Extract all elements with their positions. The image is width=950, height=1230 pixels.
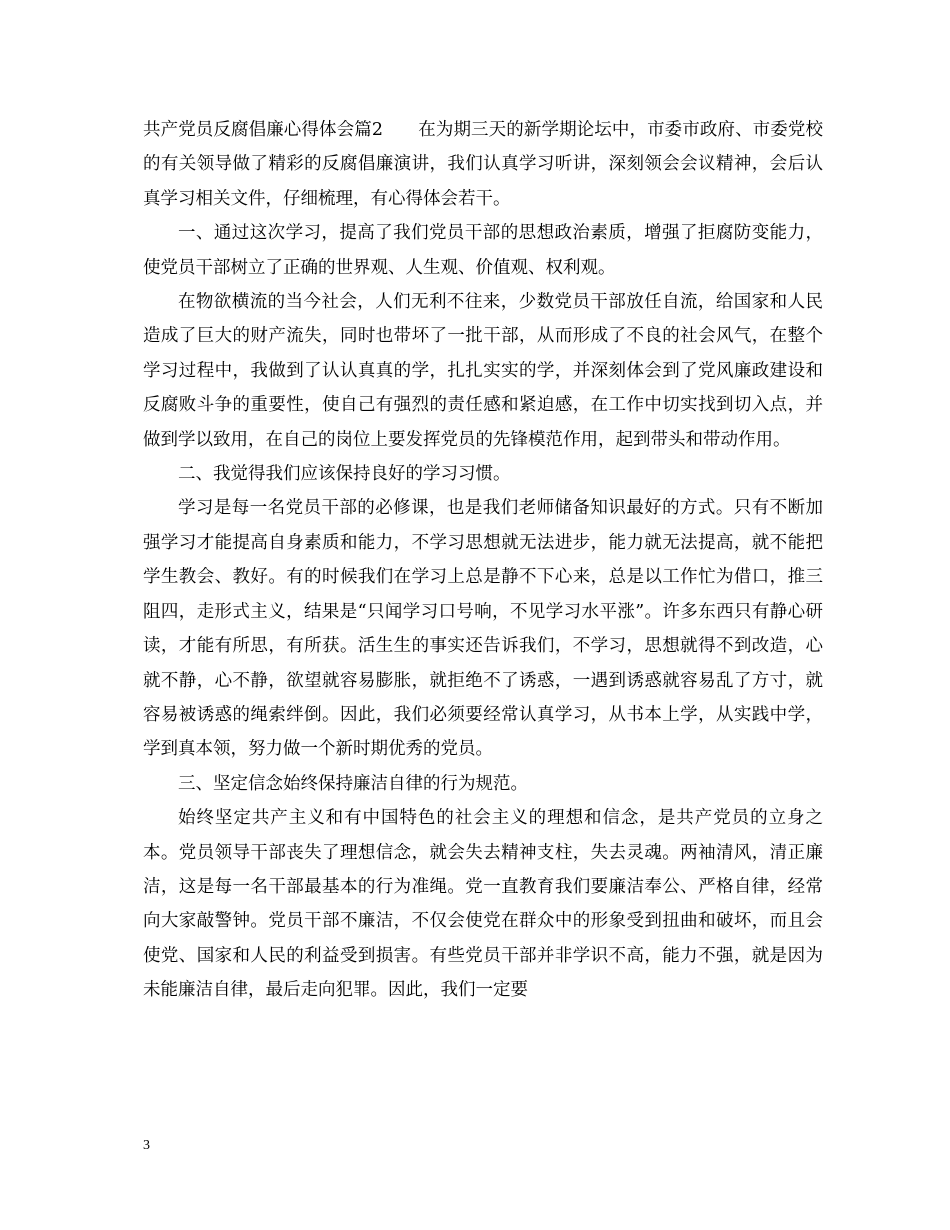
paragraph-point-one-detail: 在物欲横流的当今社会，人们无利不往来，少数党员干部放任自流，给国家和人民造成了巨大的财产流失，同时也带坏了一批干部，从而形成了不良的社会风气，在整个学习过程中，我做到了认认真真的学，扎扎实实的学，并深刻体会到了党风廉政建设和反腐败斗争的重要性，使自己有强烈的责任感和紧迫感，在工作中切实找到切入点，并做到学以致用，在自己的岗位上要发挥党员的先锋模范作用，起到带头和带动作用。 bbox=[143, 292, 823, 450]
paragraph-point-three: 三、坚定信念始终保持廉洁自律的行为规范。 bbox=[178, 773, 528, 794]
paragraph-point-two: 二、我觉得我们应该保持良好的学习习惯。 bbox=[178, 464, 511, 485]
page-number: 3 bbox=[143, 1138, 150, 1153]
paragraph-point-three-detail: 始终坚定共产主义和有中国特色的社会主义的理想和信念，是共产党员的立身之本。党员领导干部丧失了理想信念，就会失去精神支柱，失去灵魂。两袖清风，清正廉洁，这是每一名干部最基本的行为准绳。党一直教育我们要廉洁奉公、严格自律，经常向大家敲警钟。党员干部不廉洁，不仅会使党在群众中的形象受到扭曲和破坏，而且会使党、国家和人民的利益受到损害。有些党员干部并非学识不高，能力不强，就是因为未能廉洁自律，最后走向犯罪。因此，我们一定要 bbox=[143, 808, 823, 1001]
paragraph-point-two-detail: 学习是每一名党员干部的必修课，也是我们老师储备知识最好的方式。只有不断加强学习才能提高自身素质和能力，不学习思想就无法进步，能力就无法提高，就不能把学生教会、教好。有的时候我们在学习上总是静不下心来，总是以工作忙为借口，推三阻四，走形式主义，结果是“只闻学习口号响，不见学习水平涨”。许多东西只有静心研读，才能有所思，有所获。活生生的事实还告诉我们，不学习，思想就得不到改造，心就不静，心不静，欲望就容易膨胀，就拒绝不了诱惑，一遇到诱惑就容易乱了方寸，就容易被诱惑的绳索绊倒。因此，我们必须要经常认真学习，从书本上学，从实践中学，学到真本领，努力做一个新时期优秀的党员。 bbox=[143, 498, 823, 760]
document-body bbox=[143, 113, 823, 1008]
paragraph-point-one: 一、通过这次学习，提高了我们党员干部的思想政治素质，增强了拒腐防变能力，使党员干部树立了正确的世界观、人生观、价值观、权利观。 bbox=[143, 223, 823, 278]
paragraph-intro: 共产党员反腐倡廉心得体会篇2 在为期三天的新学期论坛中，市委市政府、市委党校的有关领导做了精彩的反腐倡廉演讲，我们认真学习听讲，深刻领会会议精神，会后认真学习相关文件，仔细梳理，有心得体会若干。 bbox=[143, 120, 823, 209]
